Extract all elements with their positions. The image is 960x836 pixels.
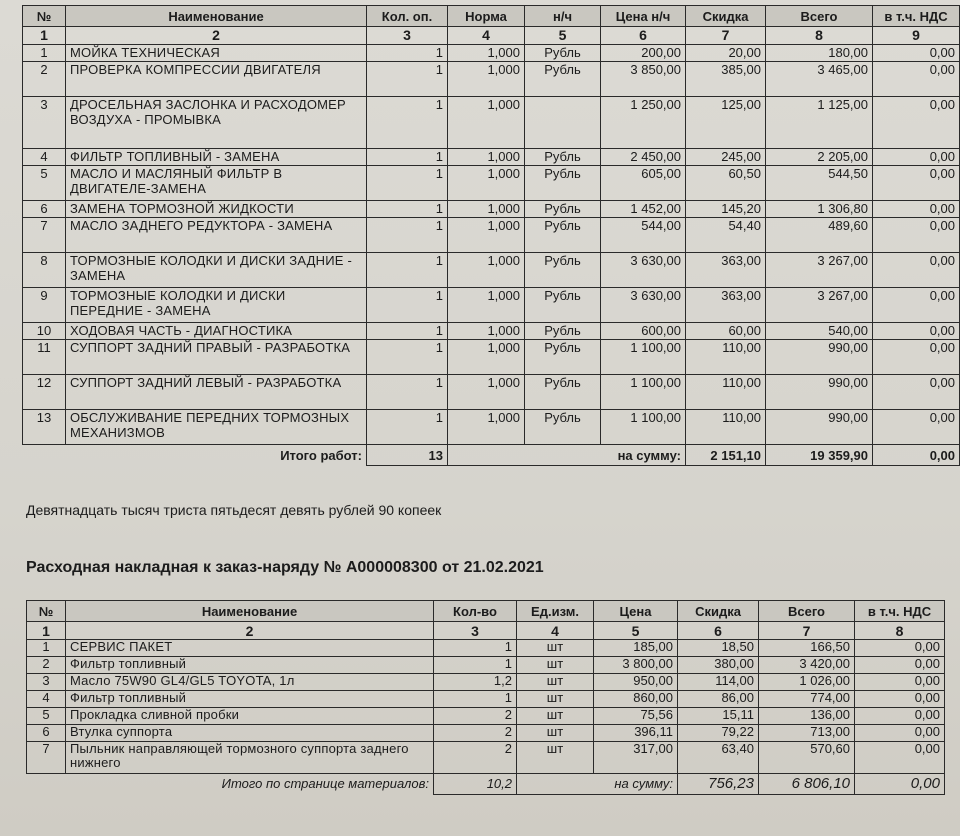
col-header: Наименование [66, 601, 434, 622]
cell-price: 3 800,00 [594, 657, 678, 674]
cell-qty: 1 [367, 288, 448, 323]
cell-discount: 15,11 [678, 708, 759, 725]
cell-name: МАСЛО И МАСЛЯНЫЙ ФИЛЬТР В ДВИГАТЕЛЕ-ЗАМЕНА [66, 166, 367, 201]
cell-total: 180,00 [766, 45, 873, 62]
cell-vat: 0,00 [855, 708, 945, 725]
cell-price: 600,00 [601, 323, 686, 340]
cell-name: Масло 75W90 GL4/GL5 TOYOTA, 1л [66, 674, 434, 691]
materials-total-row [27, 774, 945, 795]
cell-total: 2 205,00 [766, 149, 873, 166]
col-number: 7 [759, 622, 855, 640]
table-row [23, 97, 960, 149]
cell-norm: 1,000 [448, 288, 525, 323]
cell-vat: 0,00 [873, 410, 960, 445]
cell-norm: 1,000 [448, 201, 525, 218]
cell-price: 1 100,00 [601, 340, 686, 375]
table-row [27, 691, 945, 708]
materials-total-discount: 756,23 [678, 774, 759, 795]
cell-qty: 2 [434, 742, 517, 774]
table-row [27, 657, 945, 674]
cell-norm: 1,000 [448, 375, 525, 410]
cell-price: 317,00 [594, 742, 678, 774]
cell-n: 12 [23, 375, 66, 410]
works-total-discount: 2 151,10 [686, 445, 766, 466]
col-header: Наименование [66, 6, 367, 27]
cell-norm: 1,000 [448, 45, 525, 62]
cell-name: СУППОРТ ЗАДНИЙ ПРАВЫЙ - РАЗРАБОТКА [66, 340, 367, 375]
cell-qty: 1 [367, 45, 448, 62]
cell-discount: 54,40 [686, 218, 766, 253]
cell-discount: 110,00 [686, 340, 766, 375]
cell-name: ФИЛЬТР ТОПЛИВНЫЙ - ЗАМЕНА [66, 149, 367, 166]
cell-discount: 385,00 [686, 62, 766, 97]
cell-discount: 60,00 [686, 323, 766, 340]
table-row [27, 674, 945, 691]
invoice-heading: Расходная накладная к заказ-наряду № А000008300 от 21.02.2021 [26, 559, 544, 576]
cell-vat: 0,00 [873, 218, 960, 253]
col-number: 4 [448, 27, 525, 45]
cell-unit: Рубль [525, 340, 601, 375]
table-row [23, 340, 960, 375]
cell-total: 136,00 [759, 708, 855, 725]
cell-qty: 1 [367, 323, 448, 340]
cell-n: 4 [23, 149, 66, 166]
col-number: 3 [367, 27, 448, 45]
cell-unit: Рубль [525, 62, 601, 97]
cell-n: 3 [27, 674, 66, 691]
col-header: Цена [594, 601, 678, 622]
amount-in-words: Девятнадцать тысяч триста пятьдесят девять рублей 90 копеек [26, 502, 442, 518]
cell-unit: шт [517, 640, 594, 657]
cell-vat: 0,00 [873, 45, 960, 62]
cell-discount: 363,00 [686, 288, 766, 323]
cell-vat: 0,00 [855, 640, 945, 657]
cell-qty: 1 [367, 340, 448, 375]
col-header: в т.ч. НДС [855, 601, 945, 622]
works-sum-label: на сумму: [448, 445, 686, 466]
table-row [23, 253, 960, 288]
cell-norm: 1,000 [448, 149, 525, 166]
cell-qty: 2 [434, 725, 517, 742]
col-number: 7 [686, 27, 766, 45]
cell-price: 1 452,00 [601, 201, 686, 218]
col-number: 6 [601, 27, 686, 45]
cell-n: 1 [27, 640, 66, 657]
cell-name: ТОРМОЗНЫЕ КОЛОДКИ И ДИСКИ ПЕРЕДНИЕ - ЗАМЕНА [66, 288, 367, 323]
cell-price: 860,00 [594, 691, 678, 708]
materials-table [26, 600, 945, 795]
works-table [22, 5, 960, 466]
cell-name: МАСЛО ЗАДНЕГО РЕДУКТОРА - ЗАМЕНА [66, 218, 367, 253]
cell-total: 544,50 [766, 166, 873, 201]
col-header: Всего [766, 6, 873, 27]
cell-discount: 125,00 [686, 97, 766, 149]
cell-n: 2 [23, 62, 66, 97]
cell-vat: 0,00 [873, 288, 960, 323]
works-total-row [23, 445, 960, 466]
cell-total: 990,00 [766, 340, 873, 375]
works-total-vat: 0,00 [873, 445, 960, 466]
cell-unit: Рубль [525, 253, 601, 288]
cell-total: 990,00 [766, 410, 873, 445]
cell-total: 3 420,00 [759, 657, 855, 674]
cell-total: 1 026,00 [759, 674, 855, 691]
cell-qty: 1 [367, 166, 448, 201]
cell-norm: 1,000 [448, 323, 525, 340]
cell-norm: 1,000 [448, 410, 525, 445]
cell-total: 166,50 [759, 640, 855, 657]
cell-qty: 1 [367, 62, 448, 97]
cell-vat: 0,00 [873, 62, 960, 97]
cell-total: 713,00 [759, 725, 855, 742]
materials-sum-label: на сумму: [517, 774, 678, 795]
cell-name: ТОРМОЗНЫЕ КОЛОДКИ И ДИСКИ ЗАДНИЕ - ЗАМЕНА [66, 253, 367, 288]
col-number: 5 [525, 27, 601, 45]
cell-unit: шт [517, 674, 594, 691]
cell-n: 7 [27, 742, 66, 774]
col-header: Скидка [678, 601, 759, 622]
cell-unit: шт [517, 657, 594, 674]
cell-price: 1 100,00 [601, 410, 686, 445]
col-number: 9 [873, 27, 960, 45]
cell-unit: шт [517, 725, 594, 742]
cell-total: 3 465,00 [766, 62, 873, 97]
cell-name: МОЙКА ТЕХНИЧЕСКАЯ [66, 45, 367, 62]
materials-total-qty: 10,2 [434, 774, 517, 795]
col-header: н/ч [525, 6, 601, 27]
cell-unit: Рубль [525, 149, 601, 166]
col-number: 6 [678, 622, 759, 640]
cell-name: ЗАМЕНА ТОРМОЗНОЙ ЖИДКОСТИ [66, 201, 367, 218]
cell-total: 489,60 [766, 218, 873, 253]
cell-unit [525, 97, 601, 149]
cell-norm: 1,000 [448, 62, 525, 97]
cell-vat: 0,00 [855, 725, 945, 742]
cell-total: 3 267,00 [766, 253, 873, 288]
cell-norm: 1,000 [448, 253, 525, 288]
cell-name: ОБСЛУЖИВАНИЕ ПЕРЕДНИХ ТОРМОЗНЫХ МЕХАНИЗМОВ [66, 410, 367, 445]
cell-unit: Рубль [525, 201, 601, 218]
cell-qty: 1 [367, 201, 448, 218]
cell-n: 6 [23, 201, 66, 218]
cell-vat: 0,00 [873, 149, 960, 166]
works-header-row [23, 6, 960, 27]
cell-discount: 363,00 [686, 253, 766, 288]
table-row [23, 323, 960, 340]
cell-vat: 0,00 [855, 691, 945, 708]
table-row [23, 410, 960, 445]
cell-vat: 0,00 [855, 742, 945, 774]
cell-n: 8 [23, 253, 66, 288]
table-row [27, 708, 945, 725]
cell-qty: 1 [434, 657, 517, 674]
cell-n: 4 [27, 691, 66, 708]
col-header: № [23, 6, 66, 27]
cell-discount: 60,50 [686, 166, 766, 201]
materials-total-label: Итого по странице материалов: [27, 774, 434, 795]
cell-qty: 1,2 [434, 674, 517, 691]
table-row [23, 149, 960, 166]
cell-discount: 114,00 [678, 674, 759, 691]
col-header: Кол-во [434, 601, 517, 622]
col-number: 3 [434, 622, 517, 640]
cell-qty: 1 [367, 410, 448, 445]
cell-price: 396,11 [594, 725, 678, 742]
col-header: Цена н/ч [601, 6, 686, 27]
col-header: Всего [759, 601, 855, 622]
col-number: 5 [594, 622, 678, 640]
cell-total: 570,60 [759, 742, 855, 774]
cell-name: СЕРВИС ПАКЕТ [66, 640, 434, 657]
cell-qty: 1 [434, 691, 517, 708]
cell-n: 7 [23, 218, 66, 253]
cell-name: Фильтр топливный [66, 657, 434, 674]
cell-price: 200,00 [601, 45, 686, 62]
col-header: Скидка [686, 6, 766, 27]
cell-unit: Рубль [525, 45, 601, 62]
cell-unit: Рубль [525, 375, 601, 410]
cell-qty: 2 [434, 708, 517, 725]
cell-name: Прокладка сливной пробки [66, 708, 434, 725]
cell-qty: 1 [367, 149, 448, 166]
table-row [23, 166, 960, 201]
cell-norm: 1,000 [448, 166, 525, 201]
cell-total: 1 306,80 [766, 201, 873, 218]
table-row [23, 62, 960, 97]
cell-unit: Рубль [525, 218, 601, 253]
cell-vat: 0,00 [855, 674, 945, 691]
cell-name: ДРОСЕЛЬНАЯ ЗАСЛОНКА И РАСХОДОМЕР ВОЗДУХА - ПРОМЫВКА [66, 97, 367, 149]
cell-qty: 1 [434, 640, 517, 657]
col-number: 2 [66, 27, 367, 45]
table-row [23, 218, 960, 253]
table-row [27, 725, 945, 742]
table-row [23, 375, 960, 410]
cell-unit: Рубль [525, 410, 601, 445]
cell-total: 1 125,00 [766, 97, 873, 149]
cell-n: 9 [23, 288, 66, 323]
cell-unit: шт [517, 691, 594, 708]
col-number: 4 [517, 622, 594, 640]
cell-discount: 145,20 [686, 201, 766, 218]
cell-vat: 0,00 [873, 97, 960, 149]
materials-colnum-row [27, 622, 945, 640]
table-row [27, 742, 945, 774]
cell-qty: 1 [367, 218, 448, 253]
cell-vat: 0,00 [873, 340, 960, 375]
cell-price: 544,00 [601, 218, 686, 253]
cell-price: 3 630,00 [601, 288, 686, 323]
table-row [27, 640, 945, 657]
works-total-qty: 13 [367, 445, 448, 466]
cell-total: 540,00 [766, 323, 873, 340]
cell-n: 5 [27, 708, 66, 725]
cell-discount: 245,00 [686, 149, 766, 166]
cell-unit: Рубль [525, 166, 601, 201]
cell-n: 1 [23, 45, 66, 62]
cell-n: 2 [27, 657, 66, 674]
cell-qty: 1 [367, 375, 448, 410]
cell-price: 950,00 [594, 674, 678, 691]
cell-discount: 86,00 [678, 691, 759, 708]
works-total-sum: 19 359,90 [766, 445, 873, 466]
cell-n: 6 [27, 725, 66, 742]
cell-unit: Рубль [525, 288, 601, 323]
cell-discount: 63,40 [678, 742, 759, 774]
cell-vat: 0,00 [873, 201, 960, 218]
cell-price: 1 100,00 [601, 375, 686, 410]
col-header: Норма [448, 6, 525, 27]
cell-n: 3 [23, 97, 66, 149]
cell-price: 185,00 [594, 640, 678, 657]
cell-name: Втулка суппорта [66, 725, 434, 742]
col-header: № [27, 601, 66, 622]
cell-discount: 110,00 [686, 375, 766, 410]
cell-discount: 110,00 [686, 410, 766, 445]
cell-price: 2 450,00 [601, 149, 686, 166]
cell-qty: 1 [367, 97, 448, 149]
cell-unit: шт [517, 708, 594, 725]
cell-discount: 20,00 [686, 45, 766, 62]
col-number: 2 [66, 622, 434, 640]
col-header: Кол. оп. [367, 6, 448, 27]
cell-name: Фильтр топливный [66, 691, 434, 708]
col-header: в т.ч. НДС [873, 6, 960, 27]
cell-name: ХОДОВАЯ ЧАСТЬ - ДИАГНОСТИКА [66, 323, 367, 340]
cell-n: 13 [23, 410, 66, 445]
cell-price: 3 630,00 [601, 253, 686, 288]
cell-total: 3 267,00 [766, 288, 873, 323]
cell-name: СУППОРТ ЗАДНИЙ ЛЕВЫЙ - РАЗРАБОТКА [66, 375, 367, 410]
cell-n: 11 [23, 340, 66, 375]
cell-vat: 0,00 [873, 375, 960, 410]
works-colnum-row [23, 27, 960, 45]
cell-unit: Рубль [525, 323, 601, 340]
cell-discount: 79,22 [678, 725, 759, 742]
col-number: 1 [27, 622, 66, 640]
cell-discount: 18,50 [678, 640, 759, 657]
materials-total-vat: 0,00 [855, 774, 945, 795]
cell-vat: 0,00 [873, 166, 960, 201]
materials-total-sum: 6 806,10 [759, 774, 855, 795]
col-number: 8 [766, 27, 873, 45]
cell-vat: 0,00 [855, 657, 945, 674]
cell-price: 605,00 [601, 166, 686, 201]
cell-vat: 0,00 [873, 323, 960, 340]
cell-n: 10 [23, 323, 66, 340]
table-row [23, 288, 960, 323]
cell-qty: 1 [367, 253, 448, 288]
cell-unit: шт [517, 742, 594, 774]
table-row [23, 45, 960, 62]
works-total-label: Итого работ: [280, 447, 362, 463]
cell-norm: 1,000 [448, 97, 525, 149]
cell-vat: 0,00 [873, 253, 960, 288]
cell-price: 3 850,00 [601, 62, 686, 97]
cell-price: 75,56 [594, 708, 678, 725]
col-number: 1 [23, 27, 66, 45]
cell-discount: 380,00 [678, 657, 759, 674]
cell-norm: 1,000 [448, 340, 525, 375]
table-row [23, 201, 960, 218]
cell-name: ПРОВЕРКА КОМПРЕССИИ ДВИГАТЕЛЯ [66, 62, 367, 97]
col-header: Ед.изм. [517, 601, 594, 622]
cell-n: 5 [23, 166, 66, 201]
cell-total: 990,00 [766, 375, 873, 410]
cell-name: Пыльник направляющей тормозного суппорта заднего нижнего [66, 742, 434, 774]
materials-header-row [27, 601, 945, 622]
cell-norm: 1,000 [448, 218, 525, 253]
cell-price: 1 250,00 [601, 97, 686, 149]
cell-total: 774,00 [759, 691, 855, 708]
col-number: 8 [855, 622, 945, 640]
